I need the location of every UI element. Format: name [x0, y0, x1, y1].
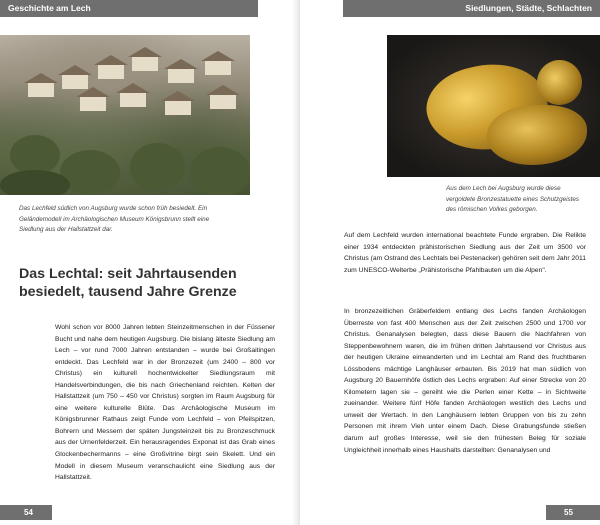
right-photo-caption: Aus dem Lech bei Augsburg wurde diese vergoldete Bronzestatuette eines Schutzgeistes des römischen Volkes geborgen.: [446, 185, 580, 213]
shrub-shape: [190, 147, 250, 195]
hut-shape: [132, 57, 158, 71]
right-body-text-2: [344, 306, 586, 456]
left-page-number-bar: [0, 505, 52, 520]
statuette-shape: [537, 60, 582, 105]
hut-shape: [80, 97, 106, 111]
golden-statuette-photo: [387, 35, 600, 177]
village-model-photo: [0, 35, 250, 195]
left-photo-caption: Das Lechfeld südlich von Augsburg wurde schon früh besiedelt. Ein Geländemodell im Archäologischen Museum Königsbrunn stellt eine Siedlung aus der Hallstattzeit dar.: [19, 205, 210, 233]
statuette-shape: [487, 105, 587, 165]
left-running-head: Geschichte am Lech: [0, 0, 258, 17]
chapter-heading: Das Lechtal: seit Jahrtausenden besiedelt, tausend Jahre Grenze: [19, 266, 237, 300]
left-body-text: [55, 322, 275, 484]
right-page-number: 55: [564, 508, 573, 517]
hut-shape: [168, 69, 194, 83]
hut-shape: [28, 83, 54, 97]
hut-shape: [210, 95, 236, 109]
right-page-number-bar: [546, 505, 600, 520]
right-body-text-1: [344, 230, 586, 276]
hut-shape: [98, 65, 124, 79]
hut-shape: [120, 93, 146, 107]
right-body-paragraph-1: Auf dem Lechfeld wurden international beachtete Funde ergraben. Die Relikte einer 1934 entdeckten prähistorischen Siedlung aus der Zeit um 3500 vor Christus (am Ostrand des Lechtals bei Pestenacker) gehören seit dem Jahr 2011 zum UNESCO-Welterbe „Prähistorische Pfahlbauten um die Alpen".: [344, 232, 586, 274]
shrub-shape: [130, 143, 185, 191]
left-body-paragraph: Wohl schon vor 8000 Jahren lebten Steinzeitmenschen in der Füssener Bucht und nahe dem heutigen Augsburg. Die bislang älteste Siedlung am Lech – vor rund 7000 Jahren entstanden – wurde bei Großaitingen entdeckt. Das Lechfeld war in der Bronzezeit (um 2400 – 800 vor Christus) ein kulturell hochentwickelter Siedlungsraum mit Handelsverbindungen, die bis nach Griechenland reichten. Kelten der Hallstattzeit (um 750 – 450 vor Christus) sorgten im Raum Augsburg für eine weitere kulturelle Blüte. Das Archäologische Museum im Königsbrunner Rathaus zeigt Funde vom Lechfeld – von Pfeilspitzen, Bohrern und Messern der späten Jungsteinzeit bis zu Bronzeschmuck aus der Urnenfelderzeit. Ein herausragendes Exponat ist das Grab eines Glockenbechermanns – eine Großvitrine birgt sein Skelett. Und ein Modell in diesem Museum veranschaulicht eine Siedlung aus der Hallstattzeit.: [55, 324, 275, 482]
right-running-head: Siedlungen, Städte, Schlachten: [343, 0, 600, 17]
right-page: [300, 0, 600, 525]
hut-shape: [165, 101, 191, 115]
shrub-shape: [0, 170, 70, 195]
right-body-paragraph-2: In bronzezeitlichen Gräberfeldern entlang des Lechs fanden Archäologen Überreste von fast 400 Menschen aus der Zeit zwischen 2500 und 1700 vor Christus. Genanalysen belegten, dass diese Bauern die Nachfahren von Steppenbewohnern waren, die im frühen dritten Jahrtausend vor Christus aus der heutigen Ukraine einwanderten und im Lechtal am Rand des fruchtbaren Lössbodens mächtige Langhäuser erbauten. Bis 2019 hat man südlich von Augsburg 20 Bauernhöfe östlich des Lechs ergraben: Auf einer Strecke von 20 Kilometern lagen sie – gereiht wie die Perlen einer Kette – in Sichtweite zueinander. Weitere fünf Höfe fanden Archäologen westlich des Lechs und unweit der Wertach. In den Langhäusern lebten Gruppen von bis zu zehn Personen mit ihrem Vieh unter einem Dach. Diese Grabungsfunde stießen darum auf großes Interesse, weil sie den frühesten Beleg für soziale Ungleichheit innerhalb eines Haushalts darstellten: Genanalysen und: [344, 308, 586, 454]
hut-shape: [205, 61, 231, 75]
shrub-shape: [10, 135, 60, 175]
left-page-number: 54: [24, 508, 33, 517]
